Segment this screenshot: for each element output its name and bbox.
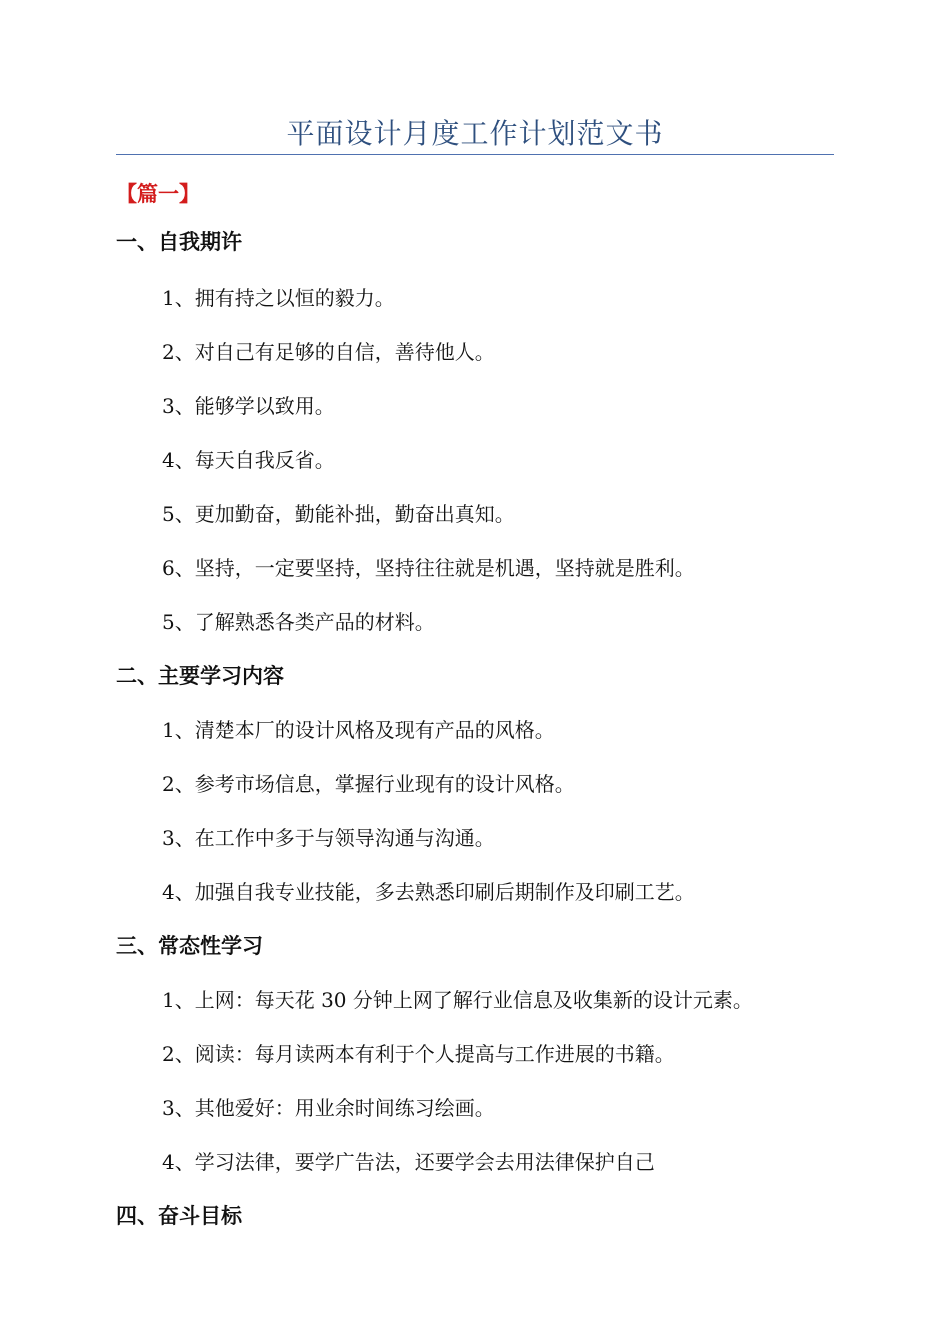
section-heading-1: 一、自我期许 (116, 230, 242, 254)
list-item: 2、阅读：每月读两本有利于个人提高与工作进展的书籍。 (162, 1042, 675, 1066)
part-label: 【篇一】 (116, 182, 200, 206)
list-item: 2、对自己有足够的自信，善待他人。 (162, 340, 495, 364)
section-heading-3: 三、常态性学习 (116, 934, 263, 958)
list-item: 1、清楚本厂的设计风格及现有产品的风格。 (162, 718, 555, 742)
list-item: 5、了解熟悉各类产品的材料。 (162, 610, 435, 634)
list-item: 4、学习法律，要学广告法，还要学会去用法律保护自己 (162, 1150, 655, 1174)
list-item: 4、每天自我反省。 (162, 448, 335, 472)
section-heading-2: 二、主要学习内容 (116, 664, 284, 688)
list-item: 5、更加勤奋，勤能补拙，勤奋出真知。 (162, 502, 515, 526)
list-item: 3、其他爱好：用业余时间练习绘画。 (162, 1096, 495, 1120)
list-item: 2、参考市场信息，掌握行业现有的设计风格。 (162, 772, 575, 796)
list-item: 1、上网：每天花 30 分钟上网了解行业信息及收集新的设计元素。 (162, 988, 753, 1012)
list-item: 6、坚持，一定要坚持，坚持往往就是机遇，坚持就是胜利。 (162, 556, 695, 580)
list-item: 1、拥有持之以恒的毅力。 (162, 286, 395, 310)
list-item: 4、加强自我专业技能，多去熟悉印刷后期制作及印刷工艺。 (162, 880, 695, 904)
section-heading-4: 四、奋斗目标 (116, 1204, 242, 1228)
document-title: 平面设计月度工作计划范文书 (286, 117, 664, 150)
title-underline (116, 154, 834, 155)
list-item: 3、在工作中多于与领导沟通与沟通。 (162, 826, 495, 850)
list-item: 3、能够学以致用。 (162, 394, 335, 418)
